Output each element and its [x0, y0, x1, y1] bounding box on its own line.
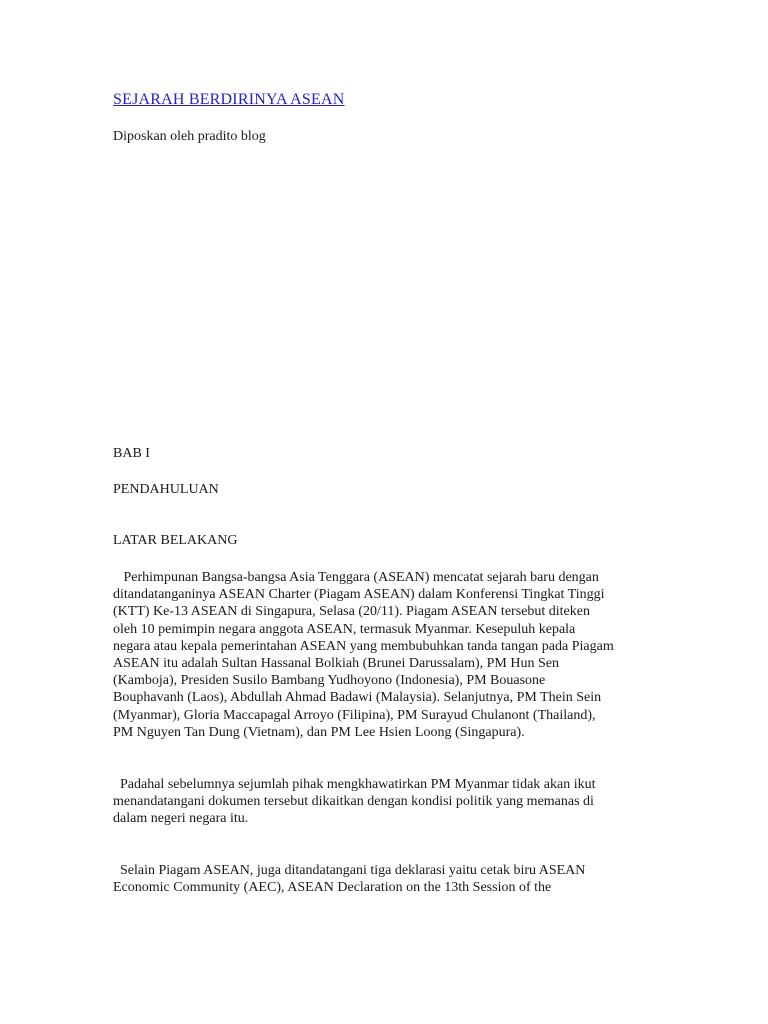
paragraph-line: ASEAN itu adalah Sultan Hassanal Bolkiah (Brunei Darussalam), PM Hun Sen	[113, 656, 559, 672]
paragraph-line: dalam negeri negara itu.	[113, 811, 249, 827]
paragraph-line: (KTT) Ke-13 ASEAN di Singapura, Selasa (20/11). Piagam ASEAN tersebut diteken	[113, 604, 590, 620]
paragraph-line: PM Nguyen Tan Dung (Vietnam), dan PM Lee Hsien Loong (Singapura).	[113, 724, 525, 740]
paragraph-line: ditandatanganinya ASEAN Charter (Piagam ASEAN) dalam Konferensi Tingkat Tinggi	[113, 587, 605, 603]
paragraph-1	[113, 569, 658, 741]
chapter-title: PENDAHULUAN	[113, 482, 219, 497]
paragraph-line: oleh 10 pemimpin negara anggota ASEAN, termasuk Myanmar. Kesepuluh kepala	[113, 621, 576, 637]
paragraph-line: Selain Piagam ASEAN, juga ditandatangani tiga deklarasi yaitu cetak biru ASEAN	[113, 863, 586, 878]
paragraph-line: Economic Community (AEC), ASEAN Declaration on the 13th Session of the	[113, 880, 552, 896]
byline: Diposkan oleh pradito blog	[113, 129, 266, 144]
paragraph-line: (Kamboja), Presiden Susilo Bambang Yudhoyono (Indonesia), PM Bouasone	[113, 673, 546, 689]
paragraph-line: Perhimpunan Bangsa-bangsa Asia Tenggara (ASEAN) mencatat sejarah baru dengan	[113, 570, 599, 585]
paragraph-line: negara atau kepala pemerintahan ASEAN yang membubuhkan tanda tangan pada Piagam	[113, 638, 614, 654]
title-link[interactable]: SEJARAH BERDIRINYA ASEAN	[113, 91, 345, 108]
paragraph-3	[113, 862, 658, 896]
paragraph-line: Padahal sebelumnya sejumlah pihak mengkhawatirkan PM Myanmar tidak akan ikut	[113, 777, 596, 792]
paragraph-line: Bouphavanh (Laos), Abdullah Ahmad Badawi (Malaysia). Selanjutnya, PM Thein Sein	[113, 690, 602, 706]
chapter-number: BAB I	[113, 446, 150, 461]
section-heading: LATAR BELAKANG	[113, 533, 238, 548]
paragraph-line: (Myanmar), Gloria Maccapagal Arroyo (Filipina), PM Surayud Chulanont (Thailand),	[113, 707, 596, 723]
paragraph-line: menandatangani dokumen tersebut dikaitkan dengan kondisi politik yang memanas di	[113, 794, 594, 810]
paragraph-2	[113, 776, 658, 828]
